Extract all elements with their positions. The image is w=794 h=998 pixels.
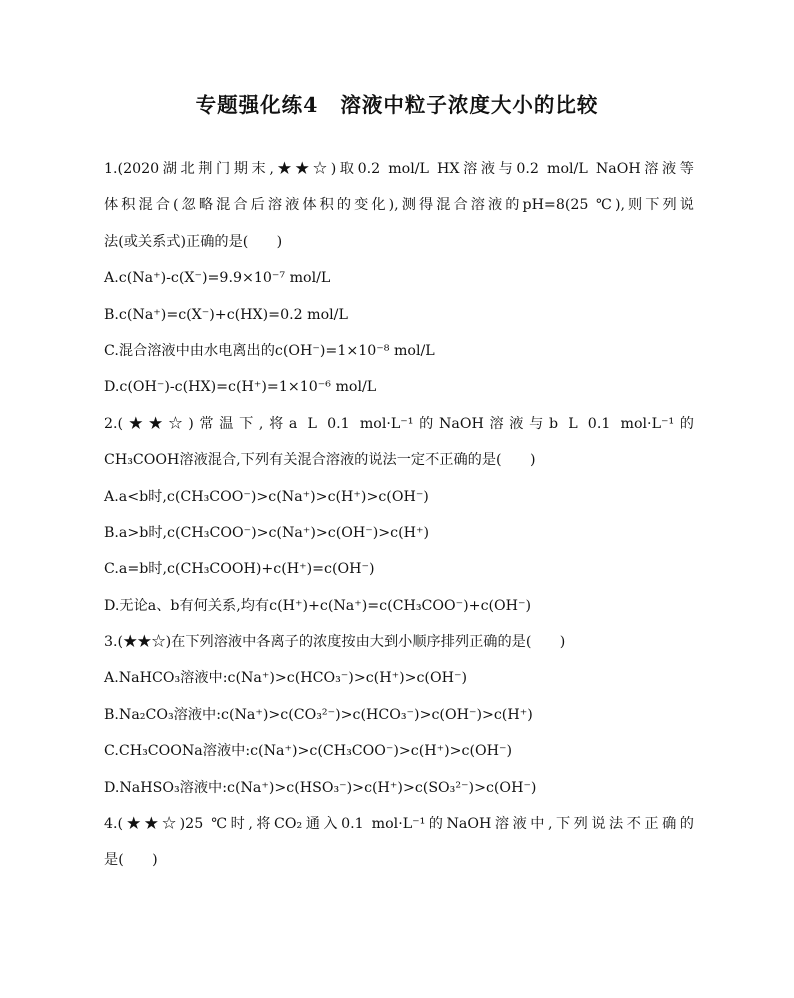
question-4 [104,815,694,869]
question-1-stem-line-1: 1.(2020湖北荆门期末,★★☆)取0.2 mol/L HX溶液与0.2 mol/L NaOH溶液等 [104,161,694,177]
question-1-option-a: A.c(Na⁺)-c(X⁻)=9.9×10⁻⁷ mol/L [104,270,331,287]
question-4-stem-line-1: 4.(★★☆)25 ℃时,将CO₂通入0.1 mol·L⁻¹的NaOH溶液中,下列说法不正确的 [104,816,694,833]
question-1-option-b: B.c(Na⁺)=c(X⁻)+c(HX)=0.2 mol/L [104,306,348,323]
question-2-option-d: D.无论a、b有何关系,均有c(H⁺)+c(Na⁺)=c(CH₃COO⁻)+c(OH⁻) [104,597,532,614]
question-2 [104,415,694,615]
question-2-stem-line-1: 2.(★★☆)常温下,将a L 0.1 mol·L⁻¹的NaOH溶液与b L 0.1 mol·L⁻¹的 [104,415,694,432]
question-4-stem-line-2: 是( ) [104,852,158,869]
question-3 [104,633,694,797]
question-3-option-a: A.NaHCO₃溶液中:c(Na⁺)>c(HCO₃⁻)>c(H⁺)>c(OH⁻) [104,670,467,687]
question-2-stem-line-2: CH₃COOH溶液混合,下列有关混合溶液的说法一定不正确的是( ) [104,452,536,469]
question-3-option-c: C.CH₃COONa溶液中:c(Na⁺)>c(CH₃COO⁻)>c(H⁺)>c(OH⁻) [104,743,513,760]
question-1-stem-line-2: 体积混合(忽略混合后溶液体积的变化),测得混合溶液的pH=8(25 ℃),则下列说 [104,197,694,214]
title-topic: 溶液中粒子浓度大小的比较 [340,93,599,117]
question-2-option-a: A.a<b时,c(CH₃COO⁻)>c(Na⁺)>c(H⁺)>c(OH⁻) [104,488,429,505]
question-2-option-b: B.a>b时,c(CH₃COO⁻)>c(Na⁺)>c(OH⁻)>c(H⁺) [104,524,430,541]
page-title [0,88,794,118]
question-1-option-c: C.混合溶液中由水电离出的c(OH⁻)=1×10⁻⁸ mol/L [104,342,435,359]
question-1-stem-line-3: 法(或关系式)正确的是( ) [104,233,283,250]
question-3-option-d: D.NaHSO₃溶液中:c(Na⁺)>c(HSO₃⁻)>c(H⁺)>c(SO₃²⁻)>c(OH⁻) [104,779,537,796]
question-1-option-d: D.c(OH⁻)-c(HX)=c(H⁺)=1×10⁻⁶ mol/L [104,379,377,396]
question-3-stem-line-1: 3.(★★☆)在下列溶液中各离子的浓度按由大到小顺序排列正确的是( ) [104,634,566,651]
question-1 [104,160,694,396]
question-2-option-c: C.a=b时,c(CH₃COOH)+c(H⁺)=c(OH⁻) [104,561,375,578]
title-series: 专题强化练4 [195,93,319,117]
question-3-option-b: B.Na₂CO₃溶液中:c(Na⁺)>c(CO₃²⁻)>c(HCO₃⁻)>c(OH⁻)>c(H⁺) [104,706,533,723]
question-list [104,160,694,888]
